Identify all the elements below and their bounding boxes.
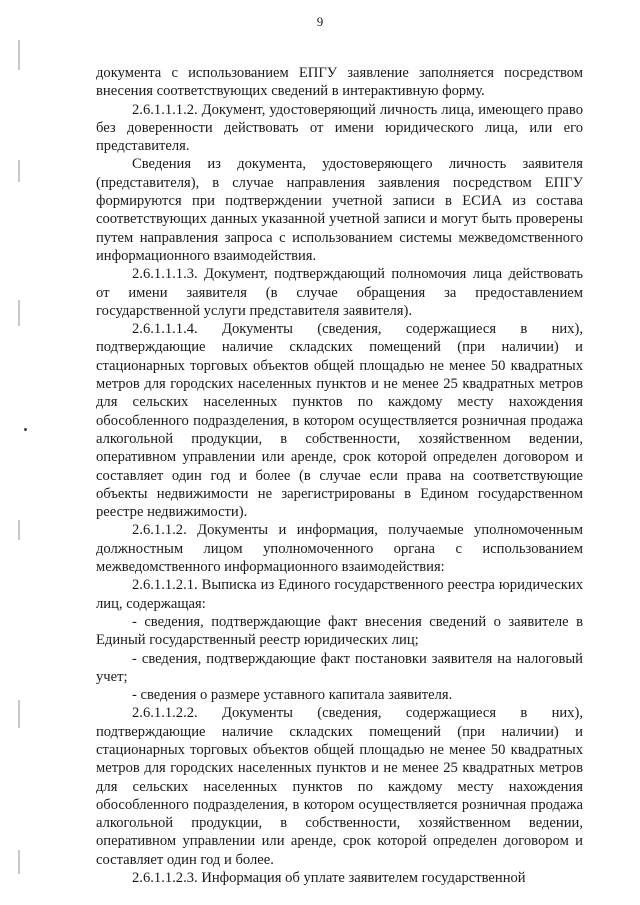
paragraph-2-6-1-1-2: 2.6.1.1.2. Документы и информация, получаемые уполномоченным должностным лицом уполномоченного органа с использованием межведомственного информационного взаимодействия: xyxy=(96,522,583,576)
paragraph-2-6-1-1-2-3: 2.6.1.1.2.3. Информация об уплате заявителем государственной xyxy=(132,870,526,887)
paragraph-2-6-1-1-2-1: 2.6.1.1.2.1. Выписка из Единого государственного реестра юридических лиц, содержащая: xyxy=(96,577,583,612)
paragraph-2-6-1-1-1-2: 2.6.1.1.1.2. Документ, удостоверяющий личность лица, имеющего право без доверенности действовать от имени юридического лица, или его представителя. xyxy=(96,101,583,155)
paragraph-2-6-1-1-2-2: 2.6.1.1.2.2. Документы (сведения, содержащиеся в них), подтверждающие наличие складских помещений (при наличии) и стационарных торговых объектов общей площадью не менее 50 квадратных метров для городских населенных пунктов и не менее 25 квадратных метров для сельских населенных пунктов по каждому месту нахождения обособленного подразделения, в котором осуществляется розничная продажа алкогольной продукции, в собственности, хозяйственном ведении, оперативном управлении или аренде, срок которой определен договором и составляет один год и более. xyxy=(96,705,583,868)
paragraph-identity-info: Сведения из документа, удостоверяющего личность заявителя (представителя), в случае направления заявления посредством ЕПГУ формируются при подтверждении учетной записи в ЕСИА из состава соответствующих данных указанной учетной записи и могут быть проверены путем направления запроса с использованием системы межведомственного информационного взаимодействия. xyxy=(96,156,583,264)
scan-speck xyxy=(24,428,27,431)
list-item-tax-registration: - сведения, подтверждающие факт постановки заявителя на налоговый учет; xyxy=(96,650,583,685)
paragraph-2-6-1-1-1-3: 2.6.1.1.1.3. Документ, подтверждающий полномочия лица действовать от имени заявителя (в случае обращения за предоставлением государственной услуги представителя заявителя). xyxy=(96,266,583,319)
document-body xyxy=(96,64,583,887)
paragraph-2-6-1-1-1-4: 2.6.1.1.1.4. Документы (сведения, содержащиеся в них), подтверждающие наличие складских помещений (при наличии) и стационарных торговых объектов общей площадью не менее 50 квадратных метров для городских населенных пунктов и не менее 25 квадратных метров для сельских населенных пунктов по каждому месту нахождения обособленного подразделения, в котором осуществляется розничная продажа алкогольной продукции, в собственности, хозяйственном ведении, оперативном управлении или аренде, срок которой определен договором и составляет один год и более (в случае если права на соответствующие объекты недвижимости не зарегистрированы в Едином государственном реестре недвижимости). xyxy=(96,321,583,521)
page-number: 9 xyxy=(316,14,324,29)
paragraph-continuation: документа с использованием ЕПГУ заявление заполняется посредством внесения соответствующих сведений в интерактивную форму. xyxy=(96,65,583,100)
scan-margin-marks xyxy=(18,0,22,905)
list-item-registry-entry: - сведения, подтверждающие факт внесения сведений о заявителе в Единый государственный реестр юридических лиц; xyxy=(96,613,583,649)
list-item-authorized-capital: - сведения о размере уставного капитала заявителя. xyxy=(132,687,453,704)
